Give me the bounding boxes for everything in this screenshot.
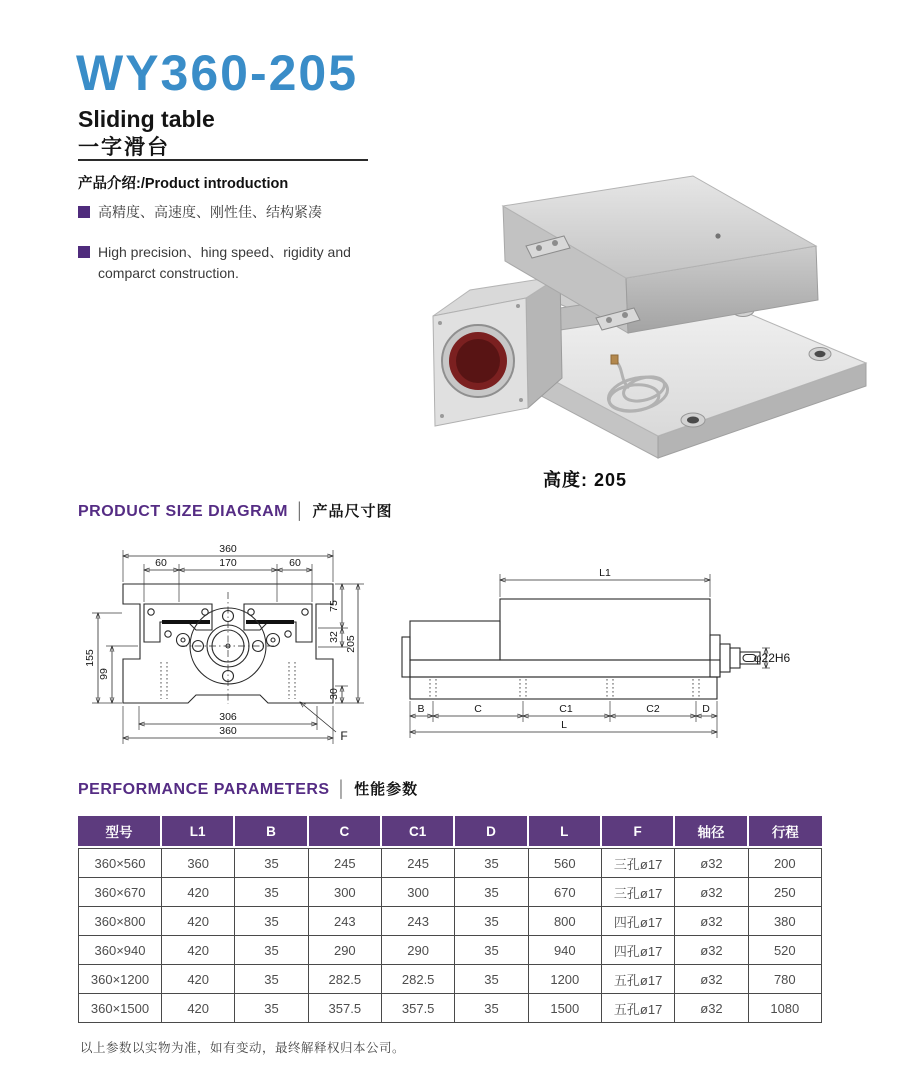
product-name-zh: 一字滑台 bbox=[78, 136, 170, 159]
intro-heading: 产品介绍:/Product introduction bbox=[78, 176, 289, 192]
table-cell: 360×940 bbox=[78, 936, 162, 965]
table-cell: 35 bbox=[235, 878, 308, 907]
table-cell: 420 bbox=[162, 965, 235, 994]
table-row bbox=[78, 878, 822, 907]
table-cell: 三孔ø17 bbox=[602, 878, 675, 907]
product-photo bbox=[388, 158, 875, 460]
svg-text:L: L bbox=[561, 719, 567, 731]
table-cell: 1200 bbox=[529, 965, 602, 994]
table-cell: 282.5 bbox=[309, 965, 382, 994]
table-cell: 800 bbox=[529, 907, 602, 936]
svg-text:155: 155 bbox=[84, 649, 96, 667]
table-cell: 420 bbox=[162, 936, 235, 965]
table-cell: 35 bbox=[235, 848, 308, 878]
table-cell: 670 bbox=[529, 878, 602, 907]
list-item bbox=[78, 242, 398, 285]
svg-text:60: 60 bbox=[155, 557, 167, 569]
table-header-cell: 行程 bbox=[749, 816, 822, 848]
table-row bbox=[78, 907, 822, 936]
table-row bbox=[78, 965, 822, 994]
svg-text:C2: C2 bbox=[646, 703, 660, 715]
table-cell: 四孔ø17 bbox=[602, 907, 675, 936]
svg-text:60: 60 bbox=[289, 557, 301, 569]
footer-note: 以上参数以实物为准，如有变动，最终解释权归本公司。 bbox=[80, 1041, 406, 1055]
table-header-cell: L1 bbox=[162, 816, 235, 848]
table-cell: 360×670 bbox=[78, 878, 162, 907]
table-cell: 300 bbox=[382, 878, 455, 907]
svg-text:99: 99 bbox=[98, 668, 110, 680]
table-cell: 290 bbox=[309, 936, 382, 965]
table-cell: 35 bbox=[455, 878, 528, 907]
table-header-cell: 轴径 bbox=[675, 816, 748, 848]
table-cell: 245 bbox=[382, 848, 455, 878]
table-cell: 560 bbox=[529, 848, 602, 878]
table-cell: 35 bbox=[455, 965, 528, 994]
svg-text:D: D bbox=[702, 703, 710, 715]
table-cell: 290 bbox=[382, 936, 455, 965]
section-header-performance bbox=[78, 778, 418, 799]
table-cell: ø32 bbox=[675, 994, 748, 1023]
table-cell: 360×1200 bbox=[78, 965, 162, 994]
table-header-cell: L bbox=[529, 816, 602, 848]
table-cell: 380 bbox=[749, 907, 822, 936]
table-header-cell: C bbox=[309, 816, 382, 848]
table-cell: 282.5 bbox=[382, 965, 455, 994]
height-caption: 高度: 205 bbox=[542, 470, 628, 490]
table-cell: 35 bbox=[235, 907, 308, 936]
table-cell: 35 bbox=[455, 936, 528, 965]
svg-text:75: 75 bbox=[328, 600, 340, 612]
section-title-zh: 性能参数 bbox=[354, 781, 419, 798]
svg-text:32: 32 bbox=[328, 631, 340, 643]
table-row bbox=[78, 848, 822, 878]
table-cell: ø32 bbox=[675, 848, 748, 878]
table-cell: 35 bbox=[235, 965, 308, 994]
svg-text:L1: L1 bbox=[599, 567, 611, 579]
table-cell: ø32 bbox=[675, 936, 748, 965]
table-cell: 35 bbox=[455, 907, 528, 936]
table-header-cell: 型号 bbox=[78, 816, 162, 848]
svg-text:170: 170 bbox=[219, 557, 237, 569]
table-cell: 1500 bbox=[529, 994, 602, 1023]
table-cell: 780 bbox=[749, 965, 822, 994]
svg-text:360: 360 bbox=[219, 543, 237, 555]
bullet-square-icon bbox=[78, 206, 90, 218]
bullet-text: 高精度、高速度、刚性佳、结构紧凑 bbox=[98, 204, 322, 220]
section-header-size-diagram bbox=[78, 500, 393, 521]
table-cell: 四孔ø17 bbox=[602, 936, 675, 965]
table-cell: 420 bbox=[162, 878, 235, 907]
table-cell: 520 bbox=[749, 936, 822, 965]
svg-text:306: 306 bbox=[219, 711, 237, 723]
table-header-row bbox=[78, 816, 822, 848]
front-view-drawing bbox=[78, 534, 378, 764]
section-title-en: PERFORMANCE PARAMETERS bbox=[78, 781, 330, 798]
svg-text:30: 30 bbox=[328, 688, 340, 700]
table-header-cell: B bbox=[235, 816, 308, 848]
section-title-zh: 产品尺寸图 bbox=[312, 503, 393, 520]
svg-text:360: 360 bbox=[219, 725, 237, 737]
table-cell: 940 bbox=[529, 936, 602, 965]
list-item bbox=[78, 202, 398, 224]
table-cell: ø32 bbox=[675, 907, 748, 936]
product-name-en: Sliding table bbox=[78, 106, 215, 132]
table-cell: 357.5 bbox=[382, 994, 455, 1023]
table-body bbox=[78, 848, 822, 1023]
svg-text:φ22H6: φ22H6 bbox=[753, 651, 791, 665]
table-header-cell: C1 bbox=[382, 816, 455, 848]
table-cell: 360×800 bbox=[78, 907, 162, 936]
table-cell: 五孔ø17 bbox=[602, 994, 675, 1023]
table-cell: 200 bbox=[749, 848, 822, 878]
svg-text:B: B bbox=[417, 703, 425, 715]
svg-text:205: 205 bbox=[345, 635, 357, 653]
table-cell: 五孔ø17 bbox=[602, 965, 675, 994]
table-cell: 245 bbox=[309, 848, 382, 878]
table-cell: 243 bbox=[382, 907, 455, 936]
table-cell: 35 bbox=[235, 994, 308, 1023]
table-cell: 420 bbox=[162, 994, 235, 1023]
bullet-text: High precision、hing speed、rigidity and comparct construction. bbox=[98, 243, 351, 282]
table-cell: 250 bbox=[749, 878, 822, 907]
table-header-cell: F bbox=[602, 816, 675, 848]
table-cell: 360 bbox=[162, 848, 235, 878]
table-cell: 300 bbox=[309, 878, 382, 907]
table-row bbox=[78, 936, 822, 965]
section-divider: │ bbox=[295, 503, 306, 520]
section-divider: │ bbox=[336, 781, 348, 798]
svg-text:C1: C1 bbox=[559, 703, 573, 715]
table-cell: 35 bbox=[455, 848, 528, 878]
table-cell: 三孔ø17 bbox=[602, 848, 675, 878]
svg-text:F: F bbox=[340, 729, 348, 743]
table-header-cell: D bbox=[455, 816, 528, 848]
table-cell: 357.5 bbox=[309, 994, 382, 1023]
table-row bbox=[78, 994, 822, 1023]
table-cell: ø32 bbox=[675, 878, 748, 907]
title-divider bbox=[78, 159, 368, 161]
table-cell: ø32 bbox=[675, 965, 748, 994]
intro-bullet-list bbox=[78, 202, 398, 303]
table-cell: 360×560 bbox=[78, 848, 162, 878]
table-cell: 243 bbox=[309, 907, 382, 936]
parameters-table bbox=[78, 816, 822, 1023]
svg-text:C: C bbox=[474, 703, 482, 715]
table-cell: 1080 bbox=[749, 994, 822, 1023]
table-cell: 35 bbox=[235, 936, 308, 965]
bullet-square-icon bbox=[78, 246, 90, 258]
page-title: WY360-205 bbox=[76, 45, 359, 101]
side-view-drawing bbox=[388, 560, 808, 755]
table-cell: 35 bbox=[455, 994, 528, 1023]
table-cell: 420 bbox=[162, 907, 235, 936]
table-cell: 360×1500 bbox=[78, 994, 162, 1023]
section-title-en: PRODUCT SIZE DIAGRAM bbox=[78, 503, 288, 520]
